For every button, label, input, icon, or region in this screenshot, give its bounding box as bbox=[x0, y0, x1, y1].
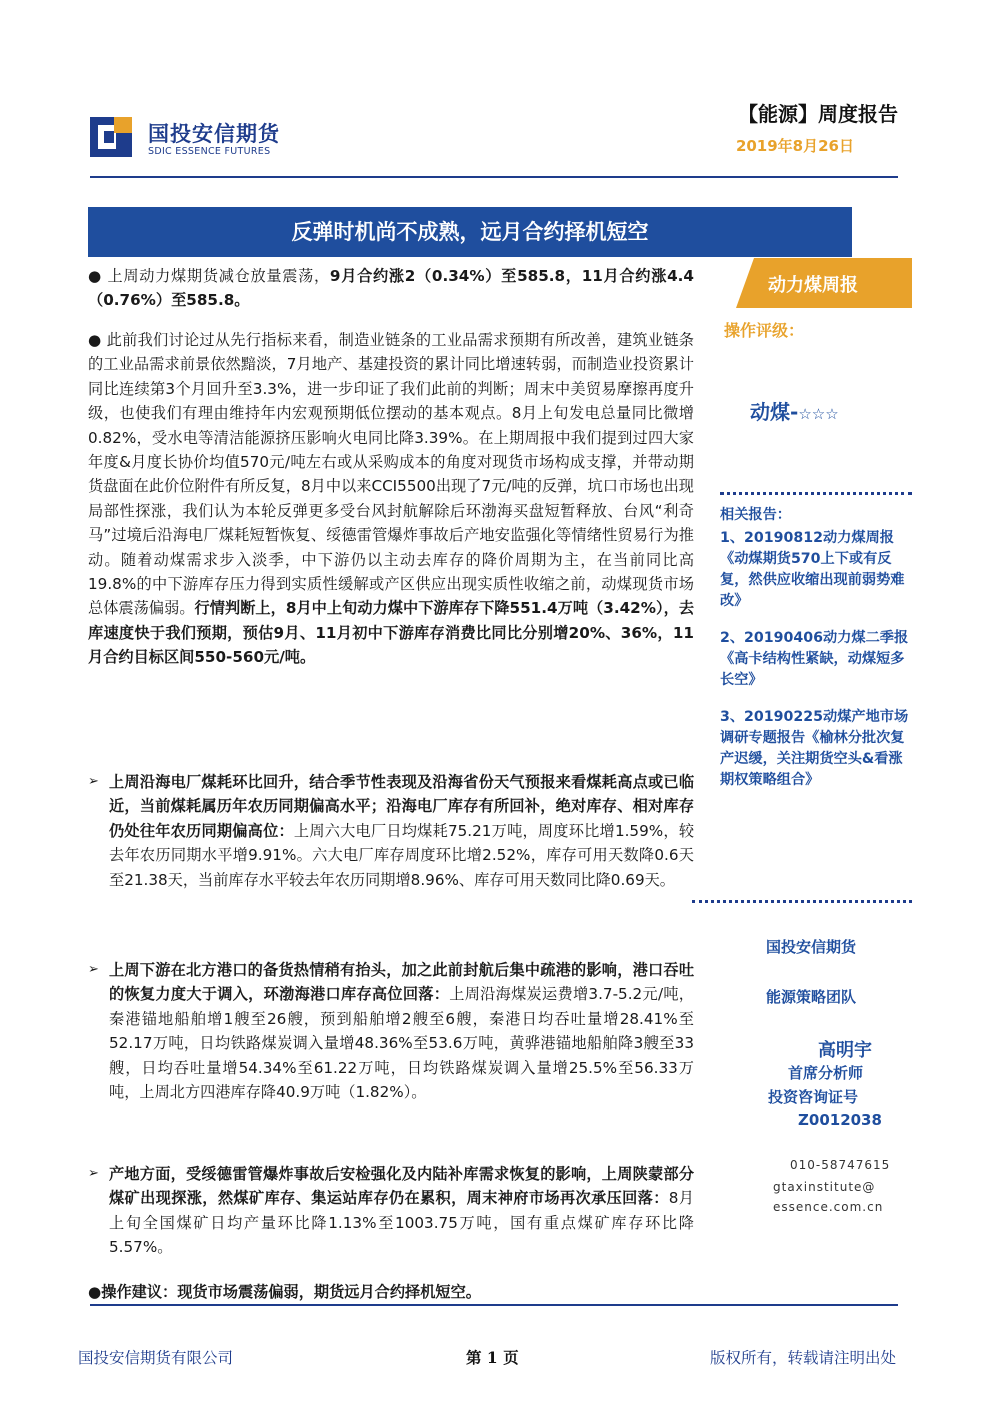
license-label: 投资咨询证号 bbox=[768, 1088, 859, 1106]
related-report-item: 3、20190225动煤产地市场调研专题报告《榆林分批次复产迟缓，关注期货空头&看涨期权策略组合》 bbox=[720, 709, 909, 788]
analyst-title: 首席分析师 bbox=[788, 1064, 864, 1082]
bullet-icon: ● bbox=[88, 1283, 102, 1301]
company-logo-icon bbox=[90, 117, 132, 157]
report-date: 2019年8月26日 bbox=[735, 137, 854, 155]
bullet-icon: ● bbox=[88, 331, 102, 349]
contact-email-domain[interactable]: essence.com.cn bbox=[773, 1200, 884, 1214]
related-reports bbox=[720, 505, 916, 791]
header-divider bbox=[90, 176, 898, 178]
contact-email[interactable]: gtaxinstitute@ bbox=[773, 1180, 876, 1194]
related-report-item: 1、20190812动力煤周报《动煤期货570上下或有反复，然供应收缩出现前弱势难改》 bbox=[720, 530, 905, 609]
operation-rating-label: 操作评级： bbox=[724, 321, 805, 340]
rating-stars: ☆☆☆ bbox=[798, 405, 839, 423]
bullet-icon: ● bbox=[88, 267, 102, 285]
paragraph-production: ➢ 产地方面，受绥德雷管爆炸事故后安检强化及内陆补库需求恢复的影响，上周陕蒙部分煤矿出现探涨，然煤矿库存、集运站库存仍在累积，周末神府市场再次承压回落：8月上旬全国煤矿日均产量环比降1.13%至1003.75万吨，国有重点煤矿库存环比降5.57%。 bbox=[88, 1162, 694, 1260]
paragraph-analysis: ● 此前我们讨论过从先行指标来看，制造业链条的工业品需求预期有所改善，建筑业链条的工业品需求前景依然黯淡，7月地产、基建投资的累计同比增速转弱，而制造业投资累计同比连续第3个月回升至3.3%，进一步印证了我们此前的判断；周末中美贸易摩擦再度升级，也使我们有理由维持年内宏观预期低位摆动的基本观点。8月上旬发电总量同比微增0.82%，受水电等清洁能源挤压影响火电同比降3.39%。在上期周报中我们提到过四大家年度&月度长协价均值570元/吨左右或从采购成本的角度对现货市场构成支撑，并带动期货盘面在此价位附件有所反复，8月中以来CCI5500出现了7元/吨的反弹，坑口市场也出现局部性探涨，我们认为本轮反弹更多受台风封航解除后环渤海买盘短暂释放、台风“利奇马”过境后沿海电厂煤耗短暂恢复、绥德雷管爆炸事故后产地安监强化等情绪性贸易行为推动。随着动煤需求步入淡季，中下游仍以主动去库存的降价周期为主，在当前同比高19.8%的中下游库存压力得到实质性缓解或产区供应出现实质性收缩之前，动煤现货市场总体震荡偏弱。行情判断上，8月中上旬动力煤中下游库存下降551.4万吨（3.42%），去库速度快于我们预期，预估9月、11月初中下游库存消费比同比分别增20%、36%，11月合约目标区间550-560元/吨。 bbox=[88, 331, 695, 667]
sidebar-team: 能源策略团队 bbox=[766, 988, 857, 1006]
license-number: Z0012038 bbox=[798, 1111, 882, 1129]
sidebar-company: 国投安信期货 bbox=[766, 938, 857, 956]
related-reports-title: 相关报告： bbox=[720, 507, 791, 523]
sidebar-divider bbox=[720, 492, 912, 495]
logo-name-en: SDIC ESSENCE FUTURES bbox=[148, 146, 271, 157]
operation-advice: ●操作建议：现货市场震荡偏弱，期货远月合约择机短空。 bbox=[88, 1283, 481, 1301]
logo-name-cn: 国投安信期货 bbox=[148, 122, 280, 146]
sidebar-divider bbox=[692, 900, 912, 903]
arrow-bullet-icon: ➢ bbox=[88, 962, 99, 977]
paragraph-power-plants: ➢ 上周沿海电厂煤耗环比回升，结合季节性表现及沿海省份天气预报来看煤耗高点或已临近，当前煤耗属历年农历同期偏高水平；沿海电厂库存有所回补，绝对库存、相对库存仍处往年农历同期偏高位：上周六大电厂日均煤耗75.21万吨，周度环比增1.59%，较去年农历同期水平增9.91%。六大电厂库存周度环比增2.52%，库存可用天数降0.6天至21.38天，当前库存水平较去年农历同期增8.96%、库存可用天数同比降0.69天。 bbox=[88, 770, 694, 892]
report-series-label: 动力煤周报 bbox=[768, 275, 858, 296]
contact-phone: 010-58747615 bbox=[790, 1158, 891, 1172]
paragraph-summary: ● 上周动力煤期货减仓放量震荡，9月合约涨2（0.34%）至585.8，11月合约涨4.4（0.76%）至585.8。 bbox=[88, 267, 694, 310]
report-type: 【能源】周度报告 bbox=[738, 102, 898, 126]
report-title: 反弹时机尚不成熟，远月合约择机短空 bbox=[291, 220, 649, 244]
paragraph-ports: ➢ 上周下游在北方港口的备货热情稍有抬头，加之此前封航后集中疏港的影响，港口吞吐的恢复力度大于调入，环渤海港口库存高位回落：上周沿海煤炭运费增3.7-5.2元/吨，秦港锚地船舶增1艘至26艘，预到船舶增2艘至6艘，秦港日均吞吐量增28.41%至52.17万吨，日均铁路煤炭调入量增48.36%至53.6万吨，黄骅港锚地船舶降3艘至33艘，日均吞吐量增54.34%至61.22万吨，日均铁路煤炭调入量增25.5%至56.33万吨，上周北方四港库存降40.9万吨（1.82%）。 bbox=[88, 958, 694, 1104]
footer-divider bbox=[90, 1304, 898, 1306]
rating bbox=[750, 396, 839, 425]
page-number: 第 1 页 bbox=[466, 1348, 519, 1367]
arrow-bullet-icon: ➢ bbox=[88, 1166, 99, 1181]
footer-company: 国投安信期货有限公司 bbox=[78, 1349, 234, 1367]
analyst-name: 高明宇 bbox=[818, 1040, 872, 1061]
related-report-item: 2、20190406动力煤二季报《高卡结构性紧缺，动煤短多长空》 bbox=[720, 630, 909, 688]
rating-name: 动煤- bbox=[750, 400, 799, 424]
arrow-bullet-icon: ➢ bbox=[88, 774, 99, 789]
footer-copyright: 版权所有，转载请注明出处 bbox=[710, 1349, 897, 1367]
